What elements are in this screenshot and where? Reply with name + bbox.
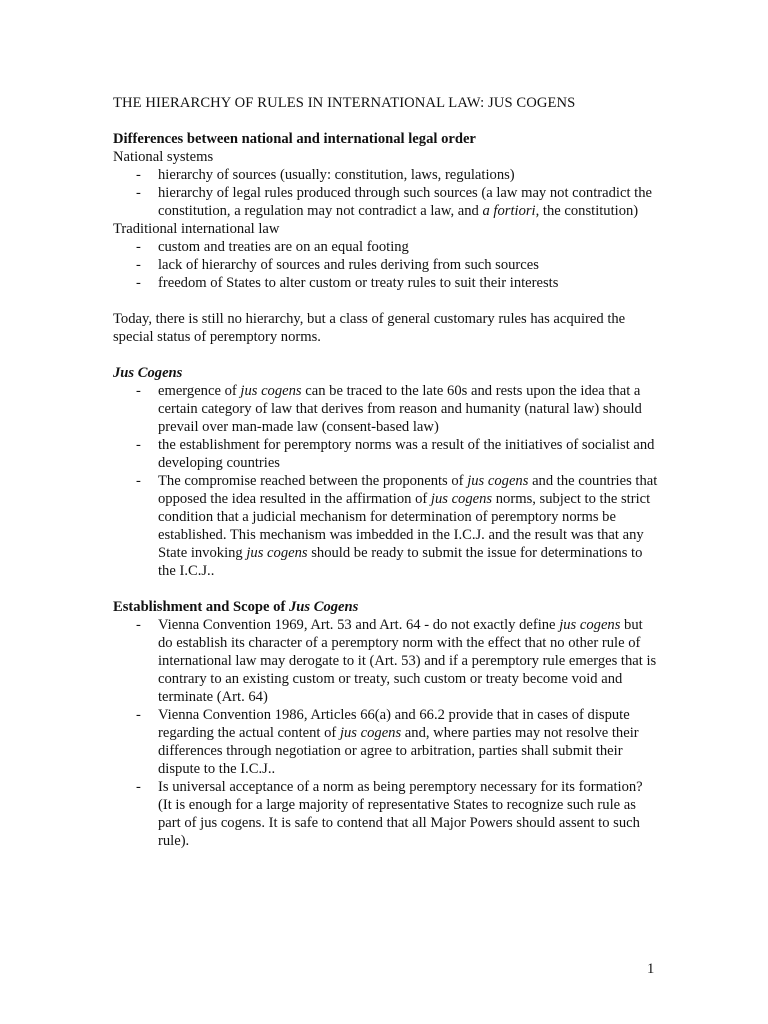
national-systems-list	[113, 166, 658, 220]
section-heading-differences: Differences between national and international legal order	[113, 131, 476, 147]
bullet-dash: -	[136, 275, 141, 291]
summary-paragraph: Today, there is still no hierarchy, but a class of general customary rules has acquired the special status of peremptory norms.	[113, 311, 626, 345]
bullet-dash: -	[136, 185, 141, 201]
bullet-dash: -	[136, 437, 141, 453]
bullet-dash: -	[136, 167, 141, 183]
list-item: - lack of hierarchy of sources and rules deriving from such sources	[136, 257, 539, 273]
list-item: - the establishment for peremptory norms was a result of the initiatives of socialist and developing countries	[136, 437, 655, 471]
spacer	[113, 580, 658, 598]
bullet-dash: -	[136, 617, 141, 633]
spacer	[113, 112, 658, 130]
traditional-law-list	[113, 238, 658, 292]
list-item: - hierarchy of legal rules produced through such sources (a law may not contradict the constitution, a regulation may not contradict a law, and a fortiori, the constitution)	[136, 185, 652, 219]
spacer	[113, 346, 658, 364]
jus-cogens-list	[113, 382, 658, 580]
list-item: - freedom of States to alter custom or treaty rules to suit their interests	[136, 275, 559, 291]
establishment-list	[113, 616, 658, 850]
spacer	[113, 292, 658, 310]
list-item: - emergence of jus cogens can be traced to the late 60s and rests upon the idea that a certain category of law that derives from reason and humanity (natural law) should prevail over man-made law (consent-based law)	[136, 383, 642, 435]
list-item: - custom and treaties are on an equal footing	[136, 239, 409, 255]
page-number: 1	[647, 961, 655, 977]
list-item: - The compromise reached between the proponents of jus cogens and the countries that opposed the idea resulted in the affirmation of jus cogens norms, subject to the strict condition that a judicial mechanism for determination of peremptory norms be established. This mechanism was imbedded in the I.C.J. and the result was that any State invoking jus cogens should be ready to submit the issue for determinations to the I.C.J..	[136, 473, 658, 579]
bullet-dash: -	[136, 779, 141, 795]
section-heading-jus-cogens: Jus Cogens	[113, 365, 183, 381]
bullet-dash: -	[136, 707, 141, 723]
national-systems-label: National systems	[113, 149, 214, 165]
bullet-dash: -	[136, 257, 141, 273]
list-item: - Vienna Convention 1969, Art. 53 and Art. 64 - do not exactly define jus cogens but do establish its character of a peremptory norm with the effect that no other rule of international law may derogate to it (Art. 53) and if a peremptory rule emerges that is contrary to an existing custom or treaty, such custom or treaty become void and terminate (Art. 64)	[136, 617, 657, 705]
bullet-dash: -	[136, 239, 141, 255]
traditional-international-law-label: Traditional international law	[113, 221, 280, 237]
list-item: - Vienna Convention 1986, Articles 66(a) and 66.2 provide that in cases of dispute regarding the actual content of jus cogens and, where parties may not resolve their differences through negotiation or agree to arbitration, parties shall submit their dispute to the I.C.J..	[136, 707, 639, 777]
list-item: - Is universal acceptance of a norm as being peremptory necessary for its formation? (It is enough for a large majority of representative States to recognize such rule as part of jus cogens. It is safe to contend that all Major Powers should assent to such rule).	[136, 779, 643, 849]
section-heading-establishment-scope: Establishment and Scope of Jus Cogens	[113, 599, 359, 615]
bullet-dash: -	[136, 383, 141, 399]
bullet-dash: -	[136, 473, 141, 489]
list-item: - hierarchy of sources (usually: constitution, laws, regulations)	[136, 167, 515, 183]
document-page	[113, 94, 658, 850]
document-title: THE HIERARCHY OF RULES IN INTERNATIONAL LAW: JUS COGENS	[113, 95, 576, 111]
